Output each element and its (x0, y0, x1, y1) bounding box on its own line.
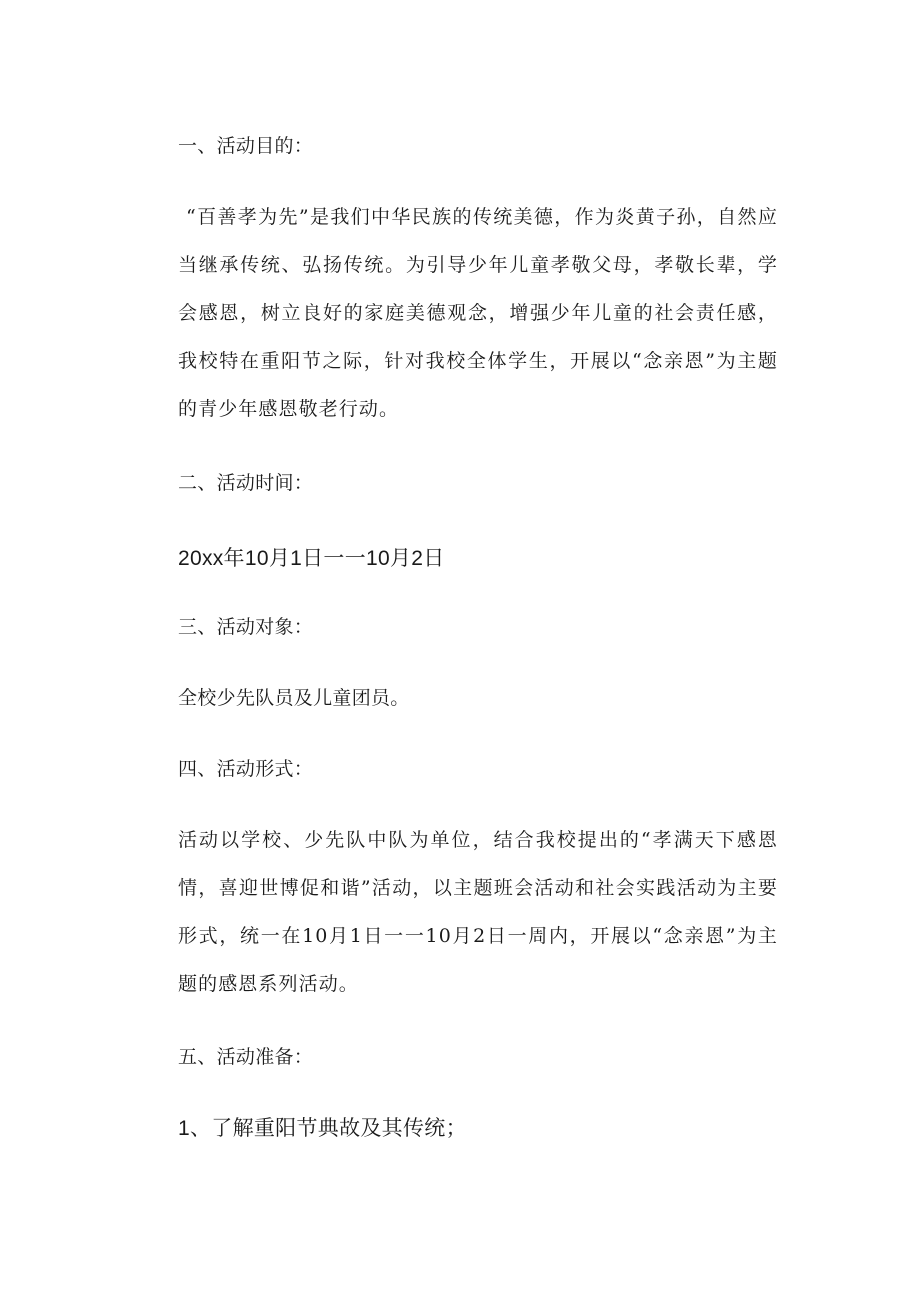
section-heading-purpose: 一、活动目的： (178, 135, 314, 157)
section-body-audience: 全校少先队员及儿童团员。 (178, 687, 410, 709)
section-body-time: 20xx年10月1日一一10月2日 (178, 547, 445, 570)
section-body-format: 活动以学校、少先队中队为单位，结合我校提出的“孝满天下感恩情，喜迎世博促和谐”活动，以主题班会活动和社会实践活动为主要形式，统一在10月1日一一10月2日一周内，开展以“念亲恩”为主题的感恩系列活动。 (178, 829, 778, 995)
section-heading-format: 四、活动形式： (178, 758, 314, 780)
section-heading-time: 二、活动时间： (178, 472, 314, 494)
preparation-item-1: 1、了解重阳节典故及其传统； (178, 1117, 467, 1140)
section-body-purpose: “百善孝为先”是我们中华民族的传统美德，作为炎黄子孙，自然应当继承传统、弘扬传统。为引导少年儿童孝敬父母，孝敬长辈，学会感恩，树立良好的家庭美德观念，增强少年儿童的社会责任感，我校特在重阳节之际，针对我校全体学生，开展以“念亲恩”为主题的青少年感恩敬老行动。 (178, 206, 778, 420)
section-heading-audience: 三、活动对象： (178, 616, 314, 638)
section-heading-preparation: 五、活动准备： (178, 1046, 314, 1068)
